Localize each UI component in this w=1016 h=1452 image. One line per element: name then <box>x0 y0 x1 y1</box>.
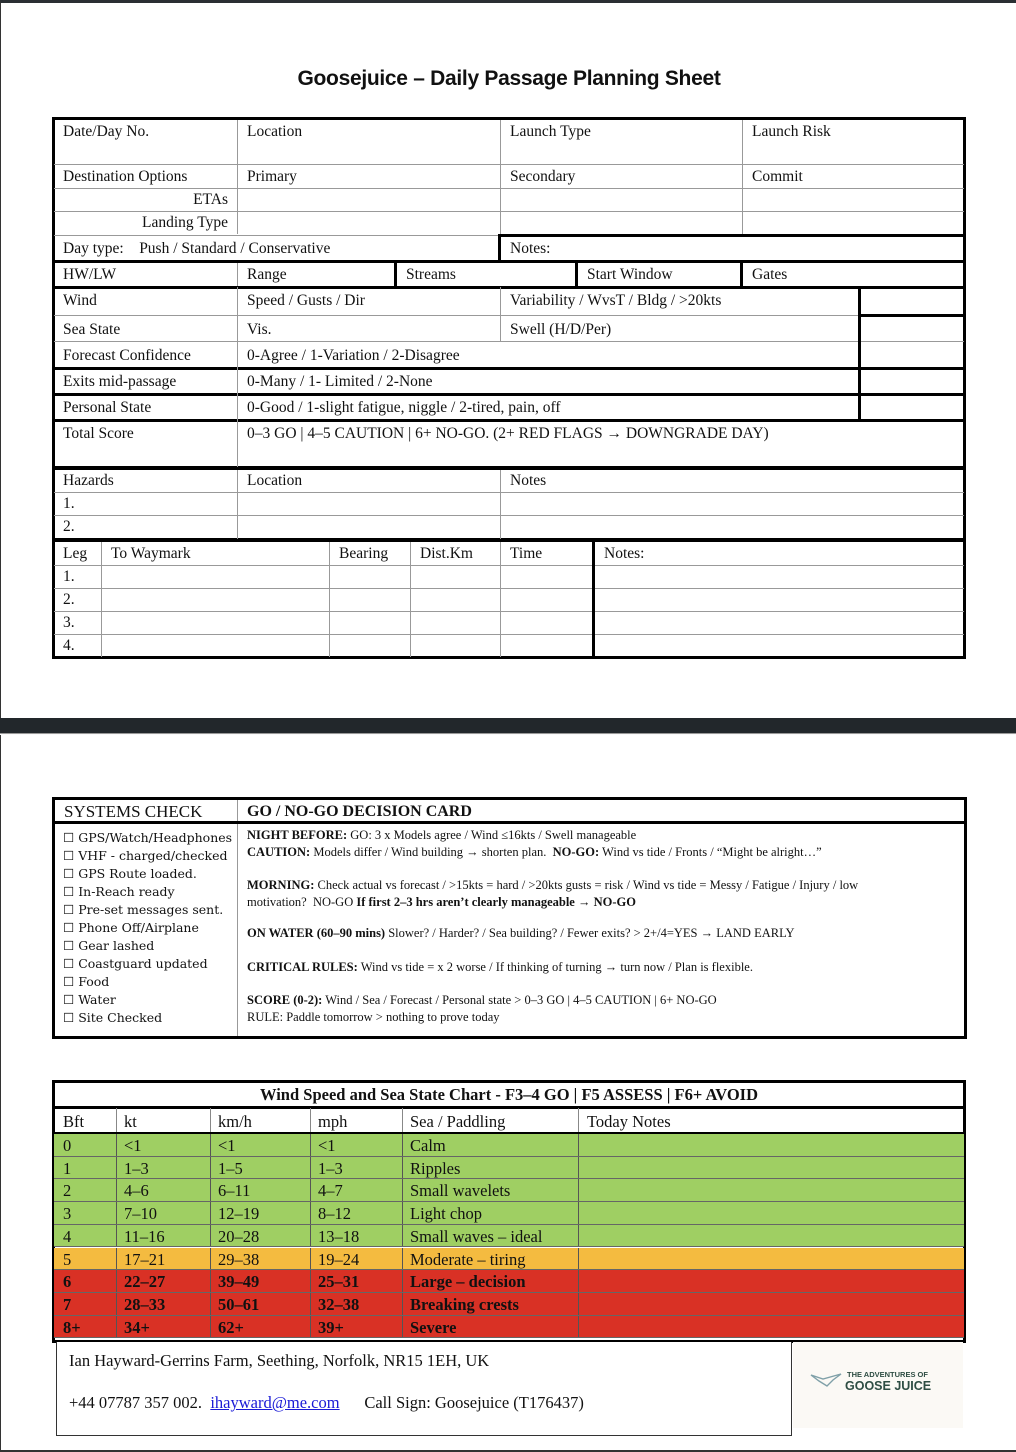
divider <box>310 1134 311 1156</box>
leg-row-2[interactable]: 2. <box>63 591 75 608</box>
today-notes-cell[interactable] <box>579 1316 962 1338</box>
wind-cell-mph: 1–3 <box>318 1158 343 1178</box>
wind-cell-kt: 4–6 <box>124 1181 149 1201</box>
checklist-item[interactable]: ☐ GPS Route loaded. <box>63 866 197 881</box>
today-notes-cell[interactable] <box>579 1270 962 1292</box>
divider <box>116 1270 117 1292</box>
wind-cell-sea: Severe <box>410 1317 457 1337</box>
wind-cell-bft: 8+ <box>63 1317 81 1337</box>
divider <box>578 1202 579 1224</box>
wind-cell-sea: Small wavelets <box>410 1181 511 1201</box>
visibility-field[interactable]: Vis. <box>247 321 272 338</box>
start-window-field[interactable]: Start Window <box>587 266 673 283</box>
today-notes-cell[interactable] <box>579 1293 962 1315</box>
leg-row-4[interactable]: 4. <box>63 637 75 654</box>
exits-options[interactable]: 0-Many / 1- Limited / 2-None <box>247 373 433 390</box>
wind-cell-sea: Light chop <box>410 1204 482 1224</box>
wind-cell-kmh: 39–49 <box>218 1272 260 1292</box>
goose-icon <box>809 1372 843 1388</box>
divider <box>210 1248 211 1270</box>
divider <box>402 1134 403 1156</box>
wind-label: Wind <box>63 292 97 309</box>
divider <box>116 1157 117 1179</box>
divider <box>402 1293 403 1315</box>
gates-field[interactable]: Gates <box>752 266 788 283</box>
wind-cell-sea: Calm <box>410 1136 446 1155</box>
wind-cell-kmh: 50–61 <box>218 1294 260 1314</box>
wind-cell-kt: 34+ <box>124 1317 150 1337</box>
leg-notes-header: Notes: <box>604 545 645 562</box>
divider <box>310 1202 311 1224</box>
divider <box>402 1248 403 1270</box>
rule-line: RULE: Paddle tomorrow > nothing to prove today <box>247 1009 500 1024</box>
wind-cell-kt: 17–21 <box>124 1249 166 1269</box>
divider <box>210 1225 211 1247</box>
divider <box>54 588 964 589</box>
checklist-item[interactable]: ☐ Phone Off/Airplane <box>63 920 199 935</box>
divider <box>402 1157 403 1179</box>
page-2 <box>0 735 1016 1452</box>
footer-contact-line <box>69 1393 584 1413</box>
date-day-label[interactable]: Date/Day No. <box>63 123 150 140</box>
logo-subtitle: THE ADVENTURES OF <box>847 1370 928 1379</box>
wind-cell-kmh: 20–28 <box>218 1226 260 1246</box>
divider <box>54 367 964 370</box>
wind-chart-row <box>54 1270 964 1293</box>
divider <box>310 1225 311 1247</box>
divider <box>310 1179 311 1201</box>
divider <box>578 1316 579 1338</box>
night-before-line: NIGHT BEFORE: GO: 3 x Models agree / Wind ≤16kts / Swell manageable <box>247 828 637 842</box>
wind-cell-bft: 7 <box>63 1294 72 1314</box>
divider <box>210 1293 211 1315</box>
divider <box>402 1202 403 1224</box>
divider <box>500 542 501 657</box>
divider <box>578 1157 579 1179</box>
divider <box>116 1108 117 1135</box>
wind-cell-bft: 2 <box>63 1181 72 1201</box>
location-label[interactable]: Location <box>247 123 303 140</box>
checklist-item[interactable]: ☐ In-Reach ready <box>63 884 175 899</box>
checkbox-icon[interactable]: ☐ <box>63 938 75 953</box>
wind-cell-mph: 39+ <box>318 1317 344 1337</box>
systems-checklist <box>63 829 235 1027</box>
today-notes-cell[interactable] <box>579 1248 962 1270</box>
divider <box>592 542 595 657</box>
today-notes-cell[interactable] <box>579 1179 962 1201</box>
wind-cell-kmh: 12–19 <box>218 1204 260 1224</box>
launch-risk-label[interactable]: Launch Risk <box>752 123 831 140</box>
divider <box>116 1225 117 1247</box>
wind-cell-bft: 5 <box>63 1249 72 1269</box>
divider <box>500 120 501 234</box>
wind-chart-row <box>54 1225 964 1248</box>
primary-label[interactable]: Primary <box>247 168 297 185</box>
wind-chart-header-row: Bft kt km/h mph Sea / Paddling Today Notes <box>54 1110 964 1133</box>
wind-cell-bft: 6 <box>63 1272 72 1292</box>
time-header: Time <box>510 545 543 562</box>
divider <box>402 1270 403 1292</box>
wind-score-box[interactable] <box>861 289 964 314</box>
wind-cell-kmh: 6–11 <box>218 1181 251 1201</box>
wind-cell-kt: 22–27 <box>124 1272 166 1292</box>
today-notes-cell[interactable] <box>579 1202 962 1224</box>
divider <box>54 315 859 316</box>
divider <box>310 1248 311 1270</box>
checklist-item[interactable]: ☐ Site Checked <box>63 1010 163 1025</box>
today-notes-cell[interactable] <box>579 1134 962 1156</box>
divider <box>54 393 964 396</box>
distance-header: Dist.Km <box>420 545 473 562</box>
page-1 <box>0 0 1016 718</box>
wind-cell-bft: 4 <box>63 1226 72 1246</box>
wind-cell-kt: <1 <box>124 1136 142 1155</box>
wind-cell-kmh: 29–38 <box>218 1249 260 1269</box>
checklist-item[interactable]: ☐ Gear lashed <box>63 938 155 953</box>
morning-line-2: motivation? NO-GO If first 2–3 hrs aren’t clearly manageable → NO-GO <box>247 894 636 909</box>
divider <box>116 1202 117 1224</box>
footer-email-link[interactable]: ihayward@me.com <box>210 1393 340 1412</box>
wind-cell-kt: 11–16 <box>124 1226 165 1246</box>
forecast-confidence-label: Forecast Confidence <box>63 347 191 364</box>
bearing-header: Bearing <box>339 545 389 562</box>
divider <box>237 800 238 1036</box>
wind-cell-bft: 3 <box>63 1204 72 1224</box>
notes-field[interactable]: Notes: <box>510 240 551 257</box>
divider <box>310 1316 311 1338</box>
caution-line: CAUTION: Models differ / Wind building → shorten plan. NO-GO: Wind vs tide / Fronts / “Might be alright…” <box>247 844 822 859</box>
checklist-item[interactable]: ☐ VHF - charged/checked <box>63 848 228 863</box>
divider <box>329 542 330 657</box>
hazards-location-header: Location <box>247 472 303 489</box>
divider <box>500 234 964 237</box>
divider <box>578 1134 579 1156</box>
checkbox-icon[interactable]: ☐ <box>63 992 75 1007</box>
wind-cell-kmh: 62+ <box>218 1317 244 1337</box>
divider <box>210 1316 211 1338</box>
wind-cell-mph: 32–38 <box>318 1294 360 1314</box>
checklist-item[interactable]: ☐ Coastguard updated <box>63 956 208 971</box>
commit-label[interactable]: Commit <box>752 168 803 185</box>
divider <box>54 235 500 236</box>
hazards-header: Hazards <box>63 472 114 489</box>
wind-chart-row <box>54 1202 964 1225</box>
divider <box>310 1157 311 1179</box>
goose-juice-logo <box>793 1342 963 1428</box>
wind-cell-kt: 1–3 <box>124 1158 149 1178</box>
divider <box>55 1106 963 1109</box>
hazard-row-1[interactable]: 1. <box>63 495 75 512</box>
divider <box>54 286 964 289</box>
divider <box>310 1108 311 1135</box>
wind-cell-mph: 19–24 <box>318 1249 360 1269</box>
checkbox-icon[interactable]: ☐ <box>63 902 75 917</box>
divider <box>54 341 964 342</box>
wind-variability-field[interactable]: Variability / WvsT / Bldg / >20kts <box>510 292 722 309</box>
total-score-label: Total Score <box>63 425 134 442</box>
wind-cell-kmh: <1 <box>218 1136 236 1155</box>
divider <box>54 419 964 422</box>
personal-score-box[interactable] <box>861 396 964 419</box>
checkbox-icon[interactable]: ☐ <box>63 920 75 935</box>
checkbox-icon[interactable]: ☐ <box>63 956 75 971</box>
footer-address: Ian Hayward-Gerrins Farm, Seething, Norfolk, NR15 1EH, UK <box>69 1351 490 1370</box>
divider <box>310 1293 311 1315</box>
decision-card-body <box>247 827 962 1025</box>
wind-cell-kmh: 1–5 <box>218 1158 243 1178</box>
divider <box>402 1179 403 1201</box>
divider <box>578 1293 579 1315</box>
divider <box>54 565 964 566</box>
personal-state-options[interactable]: 0-Good / 1-slight fatigue, niggle / 2-tired, pain, off <box>247 399 561 416</box>
score-line: SCORE (0-2): Wind / Sea / Forecast / Personal state > 0–3 GO | 4–5 CAUTION | 6+ NO-GO <box>247 993 717 1007</box>
wind-cell-sea: Large – decision <box>410 1272 526 1292</box>
exits-score-box[interactable] <box>861 370 964 393</box>
hazard-row-2[interactable]: 2. <box>63 518 75 535</box>
wind-cell-kt: 28–33 <box>124 1294 166 1314</box>
personal-state-label: Personal State <box>63 399 152 416</box>
wind-cell-bft: 1 <box>63 1158 72 1178</box>
wind-chart-row <box>54 1134 964 1157</box>
exits-label: Exits mid-passage <box>63 373 177 390</box>
divider <box>237 470 238 539</box>
divider <box>410 542 411 657</box>
leg-row-1[interactable]: 1. <box>63 568 75 585</box>
forecast-confidence-options[interactable]: 0-Agree / 1-Variation / 2-Disagree <box>247 347 460 364</box>
wind-chart-title: Wind Speed and Sea State Chart - F3–4 GO | F5 ASSESS | F6+ AVOID <box>260 1085 758 1104</box>
page-title: Goosejuice – Daily Passage Planning Sheet <box>297 67 721 90</box>
divider <box>210 1270 211 1292</box>
destination-options-label[interactable]: Destination Options <box>63 168 188 185</box>
wind-chart-row <box>54 1293 964 1316</box>
checkbox-icon[interactable]: ☐ <box>63 830 75 845</box>
divider <box>210 1202 211 1224</box>
streams-field[interactable]: Streams <box>406 266 456 283</box>
total-score-guide[interactable]: 0–3 GO | 4–5 CAUTION | 6+ NO-GO. (2+ RED FLAGS → DOWNGRADE DAY) <box>247 425 769 442</box>
divider <box>210 1108 211 1135</box>
footer-phone: +44 07787 357 002. <box>69 1393 203 1412</box>
range-field[interactable]: Range <box>247 266 287 283</box>
divider <box>578 1225 579 1247</box>
divider <box>116 1316 117 1338</box>
divider <box>578 1270 579 1292</box>
divider <box>116 1293 117 1315</box>
etas-label[interactable]: ETAs <box>193 191 228 208</box>
page-separator <box>0 718 1016 734</box>
wind-cell-sea: Breaking crests <box>410 1294 519 1314</box>
wind-chart-row <box>54 1248 964 1271</box>
divider <box>500 470 501 539</box>
checklist-item[interactable]: ☐ Food <box>63 974 110 989</box>
checklist-item[interactable]: ☐ Water <box>63 992 116 1007</box>
checklist-item[interactable]: ☐ GPS/Watch/Headphones <box>63 830 233 845</box>
divider <box>402 1108 403 1135</box>
wind-cell-mph: <1 <box>318 1136 336 1155</box>
footer-call-sign: Call Sign: Goosejuice (T176437) <box>364 1393 584 1412</box>
hw-lw-field[interactable]: HW/LW <box>63 266 117 283</box>
logo-title: GOOSE JUICE <box>845 1379 932 1393</box>
wind-cell-mph: 13–18 <box>318 1226 360 1246</box>
divider <box>101 542 102 657</box>
wind-cell-sea: Small waves – ideal <box>410 1226 543 1246</box>
checkbox-icon[interactable]: ☐ <box>63 848 75 863</box>
leg-header: Leg <box>63 545 88 562</box>
divider <box>210 1157 211 1179</box>
divider <box>54 611 964 612</box>
divider <box>210 1179 211 1201</box>
divider <box>116 1134 117 1156</box>
wind-cell-mph: 25–31 <box>318 1272 360 1292</box>
systems-check-title: SYSTEMS CHECK <box>64 802 203 821</box>
launch-type-label[interactable]: Launch Type <box>510 123 591 140</box>
sea-score-box[interactable] <box>861 317 964 341</box>
wind-cell-bft: 0 <box>63 1136 72 1155</box>
leg-row-3[interactable]: 3. <box>63 614 75 631</box>
morning-line: MORNING: Check actual vs forecast / >15kts = hard / >20kts gusts = risk / Wind vs tide = Messy / Fatigue / Injury / low <box>247 878 859 892</box>
sea-state-label: Sea State <box>63 321 121 338</box>
divider <box>310 1270 311 1292</box>
divider <box>578 1179 579 1201</box>
on-water-line: ON WATER (60–90 mins) Slower? / Harder? / Sea building? / Fewer exits? > 2+/4=YES → LAND EARLY <box>247 926 795 940</box>
wind-chart-row <box>54 1179 964 1202</box>
landing-type-label[interactable]: Landing Type <box>141 214 228 231</box>
divider <box>54 634 964 635</box>
divider <box>402 1225 403 1247</box>
divider <box>500 287 501 341</box>
divider <box>210 1134 211 1156</box>
wind-chart-row <box>54 1157 964 1180</box>
waymark-header: To Waymark <box>111 545 191 562</box>
divider <box>237 120 238 234</box>
wind-cell-mph: 4–7 <box>318 1181 343 1201</box>
wind-chart-row <box>54 1316 964 1339</box>
decision-card-title: GO / NO-GO DECISION CARD <box>247 803 472 820</box>
today-notes-cell[interactable] <box>579 1225 962 1247</box>
forecast-score-box[interactable] <box>861 343 964 367</box>
divider <box>116 1179 117 1201</box>
checkbox-icon[interactable]: ☐ <box>63 974 75 989</box>
wind-cell-mph: 8–12 <box>318 1204 351 1224</box>
divider <box>578 1108 579 1135</box>
wind-speed-field[interactable]: Speed / Gusts / Dir <box>247 292 365 309</box>
wind-cell-kt: 7–10 <box>124 1204 157 1224</box>
critical-rules-line: CRITICAL RULES: Wind vs tide = x 2 worse / If thinking of turning → turn now / Plan is flexible. <box>247 959 753 974</box>
wind-cell-sea: Moderate – tiring <box>410 1249 526 1269</box>
divider <box>578 1248 579 1270</box>
checkbox-icon[interactable]: ☐ <box>63 866 75 881</box>
divider <box>116 1248 117 1270</box>
hazards-notes-header: Notes <box>510 472 547 489</box>
divider <box>54 164 964 165</box>
divider <box>55 821 964 824</box>
checklist-item[interactable]: ☐ Pre-set messages sent. <box>63 902 224 917</box>
checkbox-icon[interactable]: ☐ <box>63 884 75 899</box>
divider <box>742 120 743 234</box>
wind-cell-sea: Ripples <box>410 1158 461 1178</box>
divider <box>54 260 964 263</box>
divider <box>402 1316 403 1338</box>
swell-field[interactable]: Swell (H/D/Per) <box>510 321 612 338</box>
day-type-field[interactable]: Day type: Push / Standard / Conservative <box>63 240 331 257</box>
today-notes-cell[interactable] <box>579 1157 962 1179</box>
checkbox-icon[interactable]: ☐ <box>63 1010 75 1025</box>
secondary-label[interactable]: Secondary <box>510 168 576 185</box>
